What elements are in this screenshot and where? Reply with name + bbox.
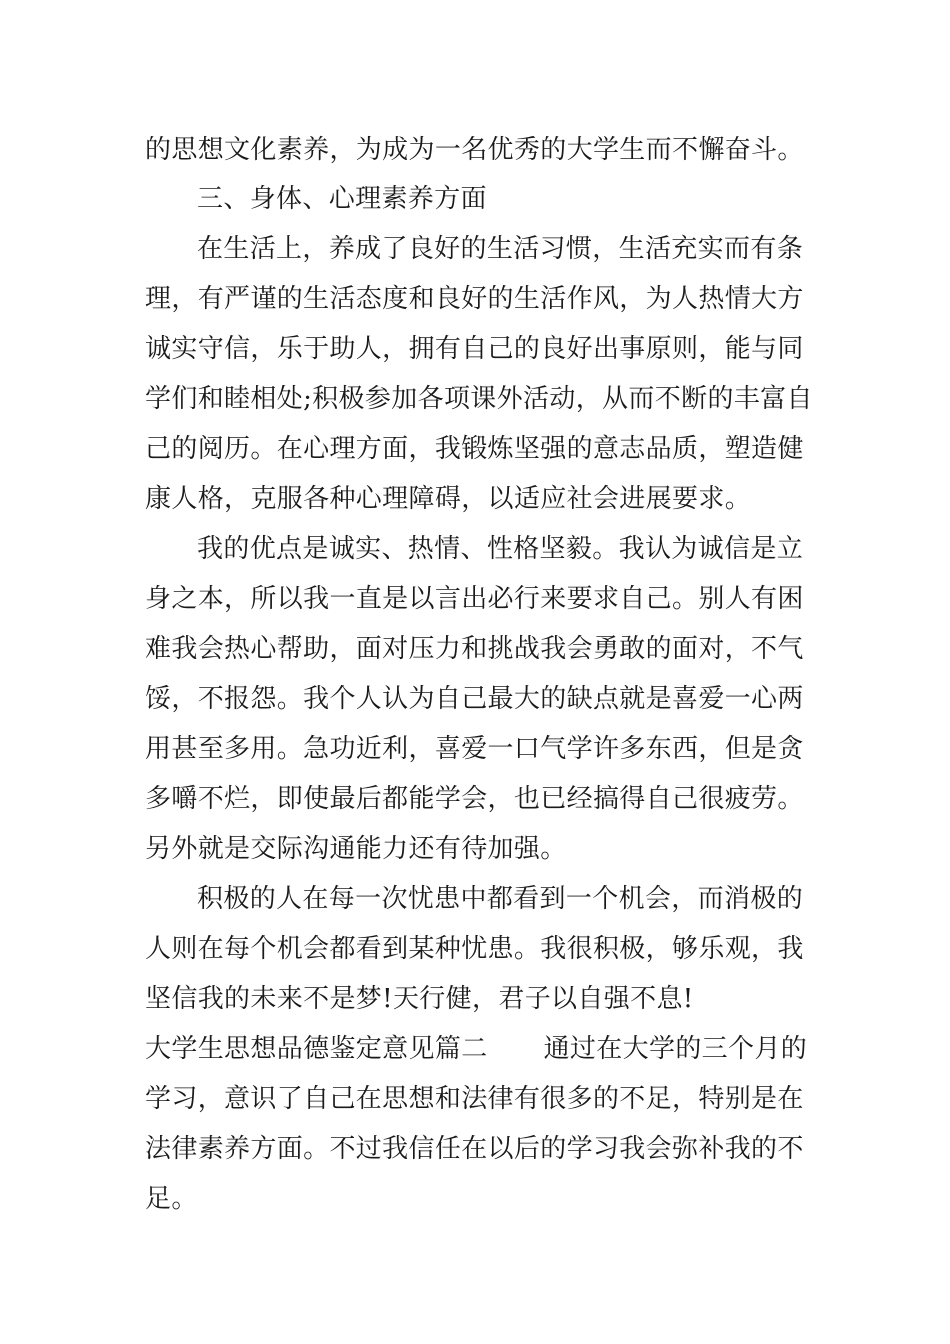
paragraph-line: 在生活上，养成了良好的生活习惯，生活充实而有条 — [197, 234, 804, 264]
paragraph-line: 法律素养方面。不过我信任在以后的学习我会弥补我的不 — [145, 1134, 804, 1164]
paragraph-line: 诚实守信，乐于助人，拥有自己的良好出事原则，能与同 — [145, 334, 804, 364]
paragraph-line: 人则在每个机会都看到某种忧患。我很积极，够乐观，我 — [145, 934, 804, 964]
paragraph-line: 积极的人在每一次忧患中都看到一个机会，而消极的 — [197, 884, 804, 914]
paragraph-line: 坚信我的未来不是梦!天行健，君子以自强不息! — [145, 984, 694, 1014]
section-lead-text: 通过在大学的三个月的 — [543, 1034, 808, 1064]
paragraph-line: 用甚至多用。急功近利，喜爱一口气学许多东西，但是贪 — [145, 734, 804, 764]
paragraph-line: 难我会热心帮助，面对压力和挑战我会勇敢的面对，不气 — [145, 634, 804, 664]
paragraph-line: 学们和睦相处;积极参加各项课外活动，从而不断的丰富自 — [145, 384, 813, 414]
paragraph-line: 学习，意识了自己在思想和法律有很多的不足，特别是在 — [145, 1084, 804, 1114]
paragraph-line: 我的优点是诚实、热情、性格坚毅。我认为诚信是立 — [197, 534, 804, 564]
text-line: 的思想文化素养，为成为一名优秀的大学生而不懈奋斗。 — [145, 135, 804, 165]
paragraph-line: 己的阅历。在心理方面，我锻炼坚强的意志品质，塑造健 — [145, 434, 804, 464]
paragraph-line: 康人格，克服各种心理障碍，以适应社会进展要求。 — [145, 484, 752, 514]
paragraph-line: 馁，不报怨。我个人认为自己最大的缺点就是喜爱一心两 — [145, 684, 804, 714]
paragraph-line: 理，有严谨的生活态度和良好的生活作风，为人热情大方 — [145, 284, 804, 314]
paragraph-line: 足。 — [145, 1184, 198, 1214]
paragraph-line: 身之本，所以我一直是以言出必行来要求自己。别人有困 — [145, 584, 804, 614]
section-title-line — [145, 1024, 810, 1074]
section-title: 大学生思想品德鉴定意见篇二 — [145, 1034, 488, 1064]
paragraph-line: 另外就是交际沟通能力还有待加强。 — [145, 834, 567, 864]
section-heading: 三、身体、心理素养方面 — [197, 184, 487, 214]
paragraph-line: 多嚼不烂，即使最后都能学会，也已经搞得自己很疲劳。 — [145, 784, 804, 814]
